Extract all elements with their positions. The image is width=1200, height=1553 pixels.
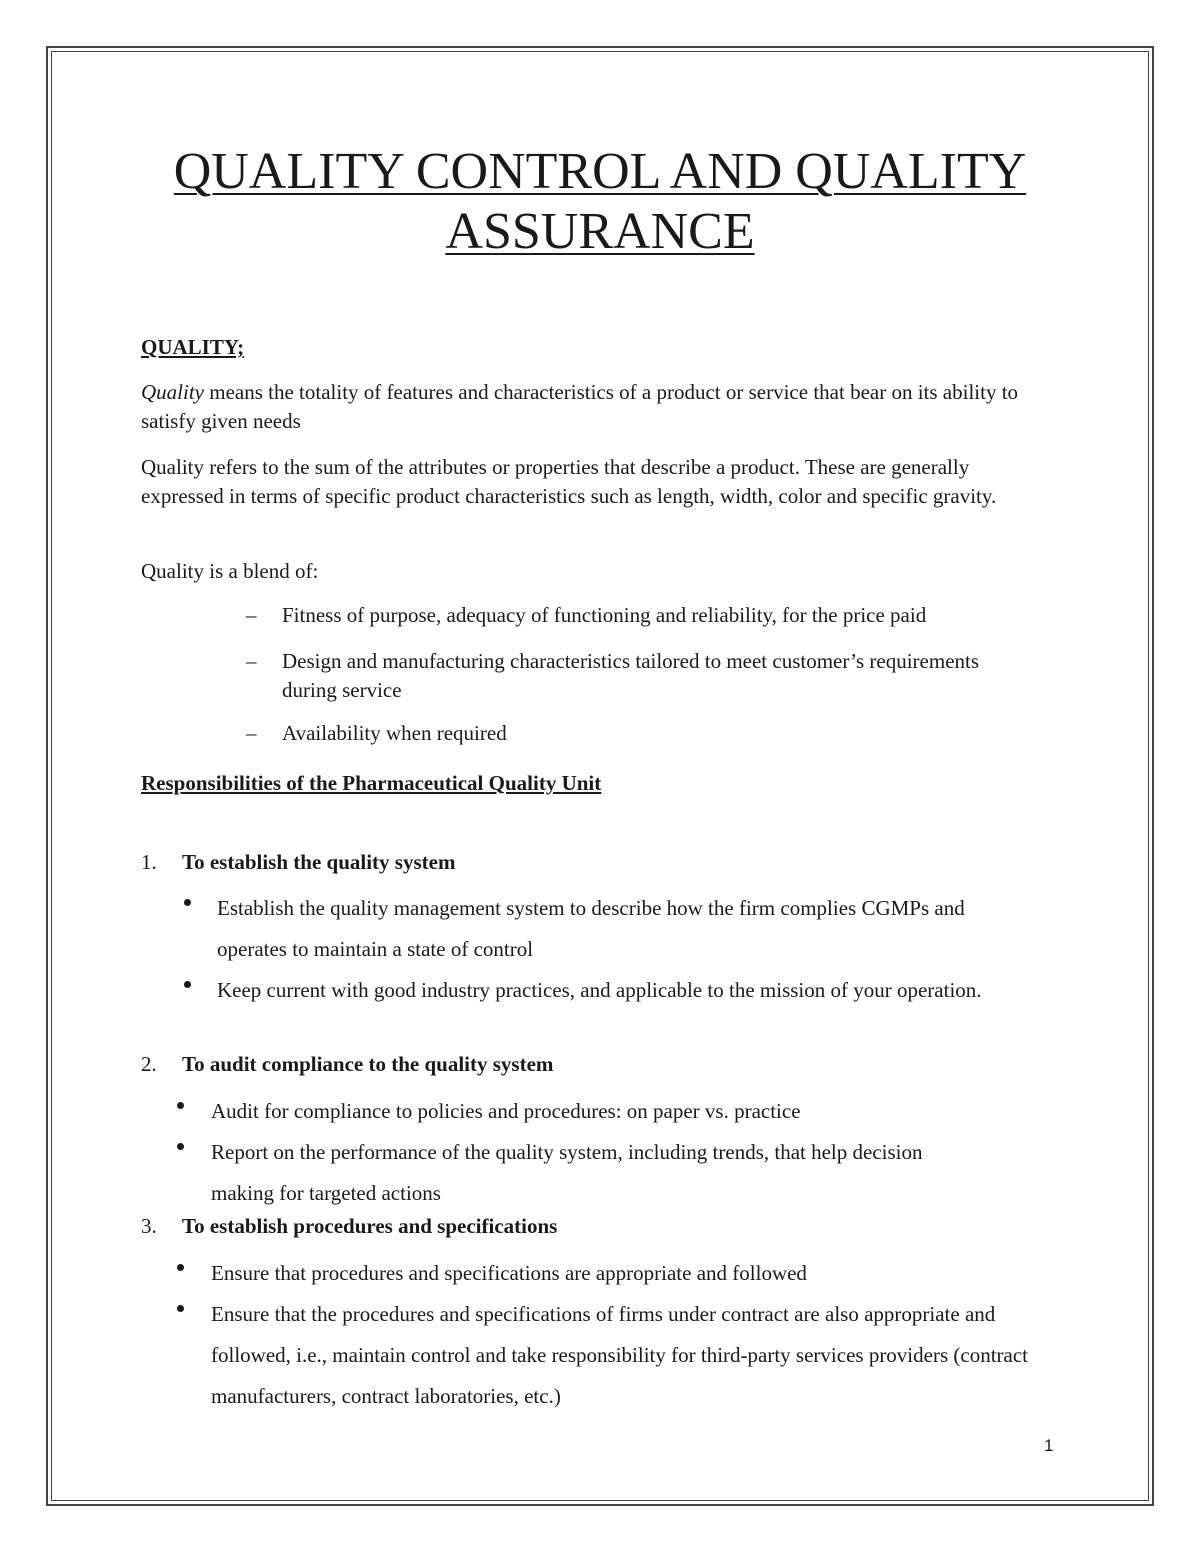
bullet-icon — [177, 1264, 184, 1271]
quality-definition-text: means the totality of features and characteristics of a product or service that bear on its ability to satisfy given needs — [141, 380, 1019, 433]
bullet-icon — [177, 1102, 184, 1109]
responsibilities-heading: Responsibilities of the Pharmaceutical Quality Unit — [141, 771, 602, 795]
quality-definition — [141, 378, 1046, 436]
quality-term: Quality — [141, 380, 204, 404]
bullet-icon — [184, 899, 191, 906]
bullet-icon — [177, 1305, 184, 1312]
blend-intro: Quality is a blend of: — [141, 559, 319, 583]
responsibility-title: To establish the quality system — [182, 850, 456, 874]
blend-item: Fitness of purpose, adequacy of functioning and reliability, for the price paid — [282, 603, 927, 627]
responsibility-bullet: Establish the quality management system to describe how the firm complies CGMPs and operates to maintain a state of control — [217, 896, 965, 961]
list-number: 1. — [141, 850, 157, 874]
document-title: QUALITY CONTROL AND QUALITY ASSURANCE — [173, 143, 1027, 260]
dash-marker: – — [246, 603, 257, 627]
quality-paragraph-2: Quality refers to the sum of the attributes or properties that describe a product. These are generally expressed in terms of specific product characteristics such as length, width, color and specific gravity. — [141, 455, 997, 508]
list-number: 3. — [141, 1214, 157, 1238]
responsibility-bullet: Keep current with good industry practices, and applicable to the mission of your operation. — [217, 978, 982, 1002]
bullet-icon — [177, 1143, 184, 1150]
dash-marker: – — [246, 721, 257, 745]
blend-item: Design and manufacturing characteristics tailored to meet customer’s requirements during service — [282, 649, 980, 702]
responsibility-bullet: Audit for compliance to policies and procedures: on paper vs. practice — [211, 1099, 801, 1123]
responsibility-bullet: Ensure that the procedures and specifications of firms under contract are also appropriate and followed, i.e., maintain control and take responsibility for third-party services providers (contract manufacturers, contract laboratories, etc.) — [211, 1302, 1029, 1408]
page-number: 1 — [1044, 1436, 1054, 1455]
blend-item: Availability when required — [282, 721, 507, 745]
responsibility-title: To audit compliance to the quality system — [182, 1052, 554, 1076]
responsibility-bullet: Ensure that procedures and specifications are appropriate and followed — [211, 1261, 807, 1285]
bullet-icon — [184, 981, 191, 988]
dash-marker: – — [246, 649, 257, 673]
list-number: 2. — [141, 1052, 157, 1076]
quality-heading: QUALITY; — [141, 335, 245, 359]
responsibility-title: To establish procedures and specifications — [182, 1214, 558, 1238]
responsibility-bullet: Report on the performance of the quality system, including trends, that help decision making for targeted actions — [211, 1140, 923, 1205]
